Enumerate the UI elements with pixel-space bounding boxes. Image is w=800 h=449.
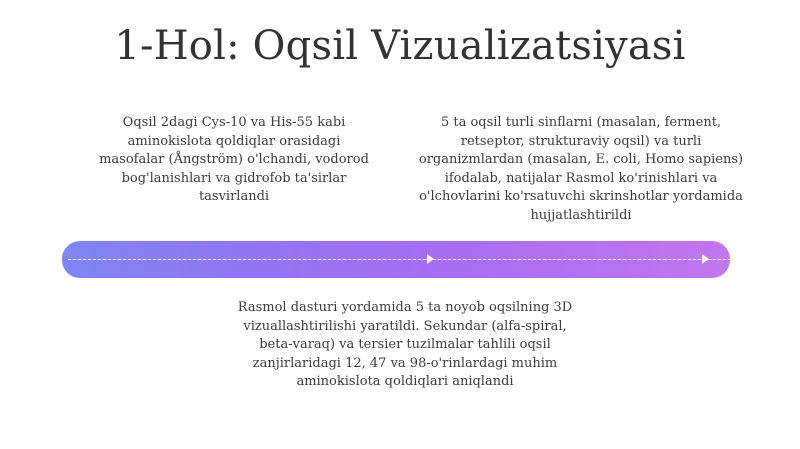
text-block-bottom: Rasmol dasturi yordamida 5 ta noyob oqsilning 3D vizuallashtirilishi yaratildi. Sekundar (alfa-spiral, beta-varaq) va tersier tuzilmalar tahlili oqsil zanjirlaridagi 12, 47 va 98-o'rinlardagi muhim aminokislota qoldiqlari aniqlandi [237, 300, 573, 389]
text-block-left: Oqsil 2dagi Cys-10 va His-55 kabi aminokislota qoldiqlar orasidagi masofalar (Ångström) o'lchandi, vodorod bog'lanishlari va gidrofob ta'sirlar tasvirlandi [99, 115, 369, 204]
arrow-right-icon [702, 254, 709, 264]
text-block-right: 5 ta oqsil turli sinflarni (masalan, ferment, retseptor, strukturaviy oqsil) va turli organizmlardan (masalan, E. coli, Homo sapiens) ifodalab, natijalar Rasmol ko'rinishlari va o'lchovlarini ko'rsatuvchi skrinshotlar yordamida hujjatlashtirildi [418, 115, 744, 223]
timeline-dashed-line [68, 259, 730, 260]
page-title: 1-Hol: Oqsil Vizualizatsiyasi [114, 23, 686, 69]
timeline-bar [62, 241, 730, 278]
arrow-right-icon [427, 254, 434, 264]
